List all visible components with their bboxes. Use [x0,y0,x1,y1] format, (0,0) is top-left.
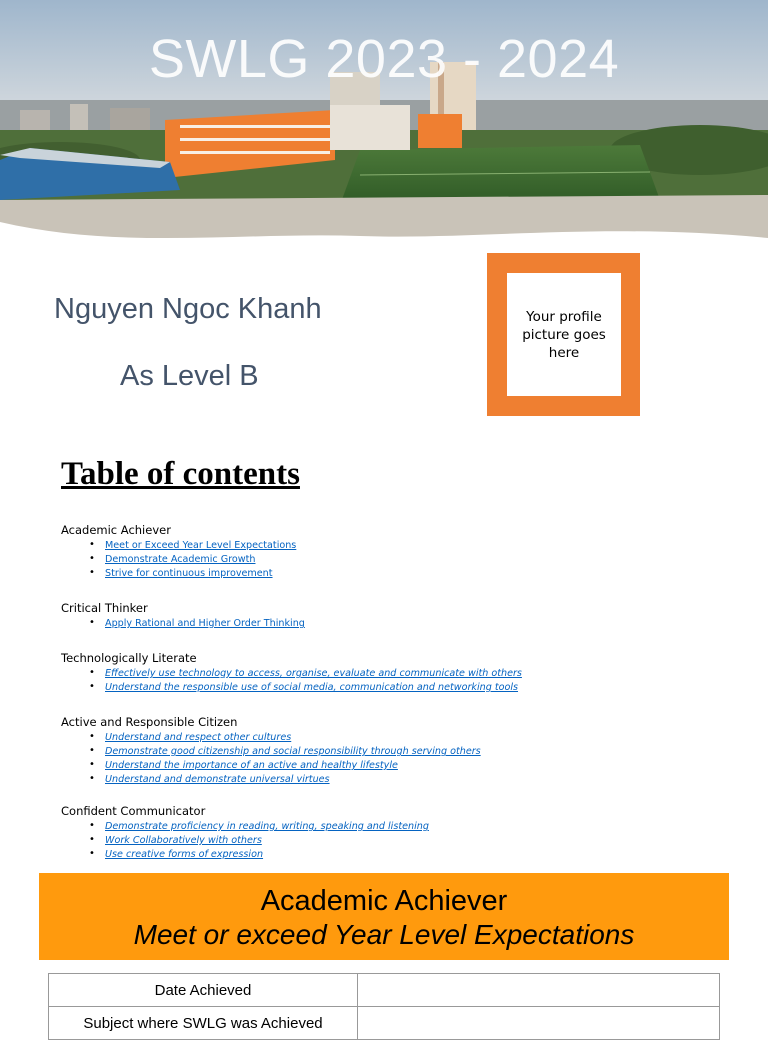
toc-link[interactable]: Understand the importance of an active and healthy lifestyle [105,760,398,771]
profile-picture-placeholder[interactable]: Your profile picture goes here [507,273,621,396]
list-item [61,820,701,834]
list-item [61,667,701,681]
toc-link[interactable]: Understand the responsible use of social media, communication and networking tools [105,682,519,693]
table-row [49,974,720,1007]
section-header-banner [39,873,729,960]
toc-section-critical-thinker [61,600,701,631]
table-cell-value[interactable] [358,974,720,1007]
toc-section-title: Critical Thinker [61,601,148,615]
list-item [61,617,701,631]
table-row [49,1007,720,1040]
achievement-record-table [48,973,720,1040]
toc-link[interactable]: Understand and respect other cultures [105,732,292,743]
toc-link-list [61,731,701,787]
student-name: Nguyen Ngoc Khanh [54,293,322,325]
toc-section-confident-communicator [61,803,701,862]
table-cell-label: Subject where SWLG was Achieved [49,1007,358,1040]
toc-link-list [61,667,701,695]
student-level: As Level B [120,360,259,392]
toc-link[interactable]: Demonstrate good citizenship and social responsibility through serving others [105,746,481,757]
list-item [61,745,701,759]
toc-link[interactable]: Demonstrate Academic Growth [105,554,256,565]
banner-title: SWLG 2023 - 2024 [148,29,620,89]
toc-section-title: Confident Communicator [61,804,206,818]
list-item [61,553,701,567]
section-subtitle: Meet or exceed Year Level Expectations [133,919,635,950]
toc-section-academic-achiever [61,522,701,581]
profile-picture-frame[interactable] [487,253,640,416]
list-item [61,681,701,695]
toc-link[interactable]: Work Collaboratively with others [105,835,262,846]
list-item [61,539,701,553]
toc-link[interactable]: Demonstrate proficiency in reading, writing, speaking and listening [105,821,429,832]
toc-section-technologically-literate [61,650,701,695]
list-item [61,567,701,581]
list-item [61,759,701,773]
list-item [61,731,701,745]
toc-section-title: Active and Responsible Citizen [61,715,238,729]
toc-link[interactable]: Effectively use technology to access, organise, evaluate and communicate with others [105,668,522,679]
toc-link[interactable]: Apply Rational and Higher Order Thinking [105,618,305,629]
table-cell-value[interactable] [358,1007,720,1040]
toc-link[interactable]: Understand and demonstrate universal virtues [105,774,330,785]
section-title: Academic Achiever [260,885,508,917]
toc-section-title: Academic Achiever [61,523,171,537]
toc-link[interactable]: Meet or Exceed Year Level Expectations [105,540,297,551]
toc-section-title: Technologically Literate [61,651,197,665]
list-item [61,773,701,787]
toc-link-list [61,617,701,631]
toc-link-list [61,539,701,581]
list-item [61,834,701,848]
list-item [61,848,701,862]
toc-section-active-responsible-citizen [61,714,701,787]
table-cell-label: Date Achieved [49,974,358,1007]
table-of-contents [61,522,701,862]
toc-heading: Table of contents [61,456,300,492]
toc-link-list [61,820,701,862]
toc-link[interactable]: Use creative forms of expression [105,849,264,860]
campus-banner [0,0,768,250]
toc-link[interactable]: Strive for continuous improvement [105,568,273,579]
